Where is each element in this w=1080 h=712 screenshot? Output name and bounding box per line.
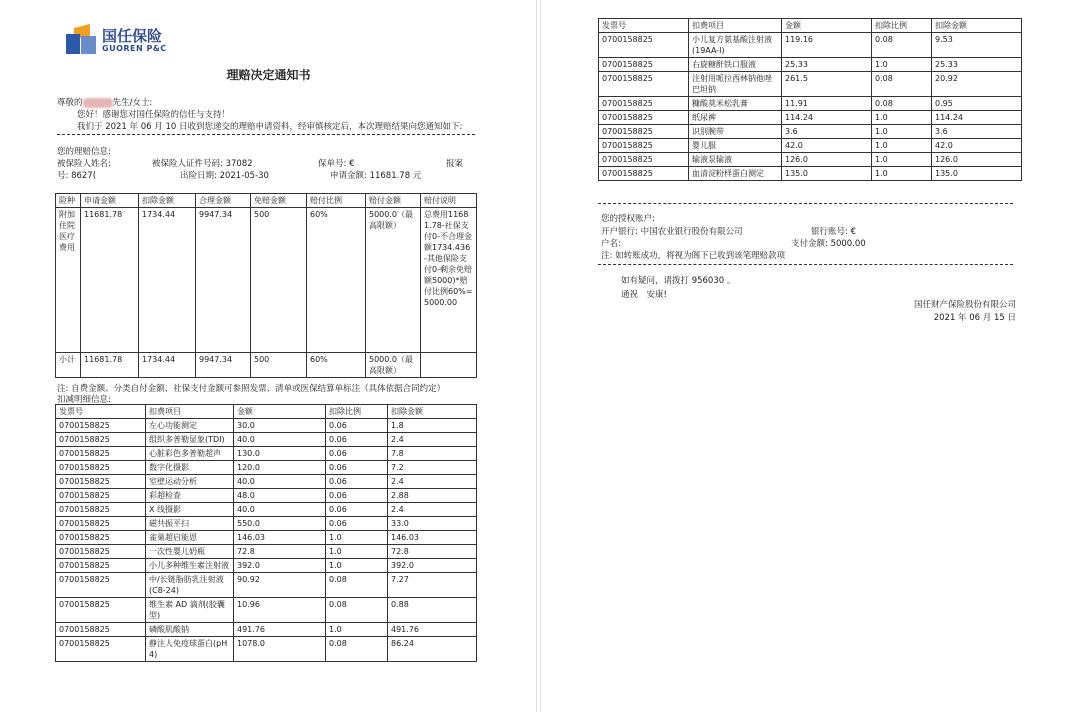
table-cell: 一次性婴儿奶瓶 (146, 545, 234, 559)
signature-date: 2021 年 06 月 15 日 (933, 313, 1016, 323)
table-cell: 扣费项目 (146, 405, 234, 419)
table-cell: 糠酸莫米松乳膏 (689, 97, 782, 111)
table-cell: 血清淀粉样蛋白测定 (689, 167, 782, 181)
table-cell: 心脏彩色多普勒超声 (146, 447, 234, 461)
deduction-detail-table-right (598, 18, 1022, 181)
table-cell: 扣除比例 (872, 19, 932, 33)
table-cell: 1.0 (872, 167, 932, 181)
table-cell: 小儿复方氨基酸注射液(19AA-Ⅰ) (689, 33, 782, 58)
table-header-row (56, 405, 477, 419)
table-cell: 险种 (56, 194, 81, 208)
table-cell: 550.0 (234, 517, 326, 531)
table-row (599, 125, 1022, 139)
table-cell: 扣除金额 (139, 194, 196, 208)
table-cell: 金额 (234, 405, 326, 419)
paid-amount: 支付金额: 5000.00 (791, 239, 866, 249)
table-cell: 1.0 (872, 111, 932, 125)
table-cell: 126.0 (932, 153, 1022, 167)
table-cell: 0700158825 (56, 419, 146, 433)
table-cell: 0700158825 (599, 125, 689, 139)
table-cell: 86.24 (388, 637, 477, 662)
table-cell: 0.08 (872, 72, 932, 97)
table-cell: 0.06 (326, 503, 388, 517)
document-title: 理赔决定通知书 (226, 68, 311, 82)
table-cell: 0700158825 (56, 531, 146, 545)
table-cell: 135.0 (782, 167, 872, 181)
table-row (56, 598, 477, 623)
table-cell: 室壁运动分析 (146, 475, 234, 489)
table-cell: 小儿多种维生素注射液 (146, 559, 234, 573)
table-cell: 261.5 (782, 72, 872, 97)
account-heading: 您的授权账户: (601, 214, 655, 224)
table-cell: 扣费项目 (689, 19, 782, 33)
table-row (56, 489, 477, 503)
table-row (599, 153, 1022, 167)
table-cell: 免赔金额 (251, 194, 307, 208)
table-cell: 0.06 (326, 461, 388, 475)
table-row (599, 111, 1022, 125)
table-cell: 9.53 (932, 33, 1022, 58)
table-cell: 0.08 (872, 97, 932, 111)
table-cell: 0.88 (388, 598, 477, 623)
table-cell: 1734.44 (139, 353, 196, 378)
table-cell: 0700158825 (599, 139, 689, 153)
table-cell: 30.0 (234, 419, 326, 433)
table-cell: 40.0 (234, 475, 326, 489)
table-row (599, 72, 1022, 97)
table-cell: 婴儿服 (689, 139, 782, 153)
table-cell: 60% (307, 353, 366, 378)
table-cell: 扣除金额 (932, 19, 1022, 33)
table-cell: 2.4 (388, 475, 477, 489)
table-cell: 126.0 (782, 153, 872, 167)
table-cell: 1.0 (872, 125, 932, 139)
table-row (56, 461, 477, 475)
divider (57, 134, 475, 135)
report-label: 报案 (446, 159, 464, 169)
table-cell: 392.0 (234, 559, 326, 573)
table-cell: X 线摄影 (146, 503, 234, 517)
table-cell: 纸尿裤 (689, 111, 782, 125)
table-cell: 小计 (56, 353, 81, 378)
table-header-row (599, 19, 1022, 33)
table-cell: 0700158825 (599, 111, 689, 125)
table-row (599, 33, 1022, 58)
table-cell: 0700158825 (56, 461, 146, 475)
divider (598, 203, 1013, 204)
table-cell: 42.0 (932, 139, 1022, 153)
table-cell: 0700158825 (599, 72, 689, 97)
table-row (599, 97, 1022, 111)
table-cell: 11681.78 (81, 353, 139, 378)
table-cell: 0700158825 (56, 545, 146, 559)
table-cell: 合理金额 (196, 194, 251, 208)
table-cell: 120.0 (234, 461, 326, 475)
page-2 (540, 0, 1080, 712)
table-cell: 注射用哌拉西林钠他唑巴坦钠 (689, 72, 782, 97)
table-row (56, 475, 477, 489)
table-cell: 1078.0 (234, 637, 326, 662)
table-cell: 0700158825 (56, 489, 146, 503)
table-cell: 491.76 (234, 623, 326, 637)
table-cell: 7.2 (388, 461, 477, 475)
table-row (56, 503, 477, 517)
table-cell: 雀巢超启能恩 (146, 531, 234, 545)
table-cell: 7.27 (388, 573, 477, 598)
table-cell: 0.06 (326, 475, 388, 489)
table-cell: 磷酸肌酸钠 (146, 623, 234, 637)
table-cell: 赔付金额 (366, 194, 421, 208)
table-cell: 1734.44 (139, 208, 196, 353)
table-cell: 组织多普勒显象(TDI) (146, 433, 234, 447)
table-cell: 9947.34 (196, 208, 251, 353)
table-cell: 3.6 (932, 125, 1022, 139)
table-cell: 1.0 (326, 545, 388, 559)
table-cell: 10.96 (234, 598, 326, 623)
table-row (599, 167, 1022, 181)
table-row (56, 573, 477, 598)
table-cell: 赔付说明 (421, 194, 477, 208)
table-cell: 发票号 (599, 19, 689, 33)
table-cell: 1.0 (326, 531, 388, 545)
table-cell: 392.0 (388, 559, 477, 573)
table-cell: 11681.78 (81, 208, 139, 353)
table-cell: 0.06 (326, 517, 388, 531)
table-cell: 0700158825 (599, 97, 689, 111)
table-cell: 右旋糖酐铁口服液 (689, 58, 782, 72)
deduction-detail-table-left (55, 404, 477, 662)
table-cell: 0.95 (932, 97, 1022, 111)
table-cell: 静注人免疫球蛋白(pH4) (146, 637, 234, 662)
bank-name: 开户银行: 中国农业银行股份有限公司 (601, 227, 743, 237)
table-cell: 扣除金额 (388, 405, 477, 419)
table-cell: 1.0 (326, 623, 388, 637)
table-cell: 0700158825 (56, 447, 146, 461)
table-cell: 0700158825 (599, 167, 689, 181)
table-cell: 1.0 (872, 139, 932, 153)
claim-amount: 申请金额: 11681.78 元 (330, 171, 422, 181)
insured-name-label: 被保险人姓名: (57, 159, 111, 169)
table-cell: 数字化摄影 (146, 461, 234, 475)
table-cell: 0.06 (326, 489, 388, 503)
table-cell (421, 353, 477, 378)
table-cell: 90.92 (234, 573, 326, 598)
table-cell: 0700158825 (56, 475, 146, 489)
greeting-suffix: 先生/女士: (112, 98, 153, 108)
table-cell: 发票号 (56, 405, 146, 419)
table-cell: 赔付比例 (307, 194, 366, 208)
table-row (56, 545, 477, 559)
table-row (56, 419, 477, 433)
table-cell: 维生素 AD 滴剂(胶囊型) (146, 598, 234, 623)
table-row (56, 623, 477, 637)
table-row (56, 208, 477, 353)
table-cell: 500 (251, 208, 307, 353)
table-cell: 0700158825 (56, 559, 146, 573)
table-row (56, 517, 477, 531)
table-cell: 0700158825 (56, 637, 146, 662)
table-cell: 0700158825 (599, 33, 689, 58)
table-cell: 0.08 (326, 573, 388, 598)
table-cell: 1.8 (388, 419, 477, 433)
table-cell: 5000.0（最高限额） (366, 353, 421, 378)
table-cell: 0700158825 (56, 433, 146, 447)
table-cell: 20.92 (932, 72, 1022, 97)
table-cell: 识别腕带 (689, 125, 782, 139)
table-cell: 2.88 (388, 489, 477, 503)
table-cell: 9947.34 (196, 353, 251, 378)
table-cell: 附加住院医疗费用 (56, 208, 81, 353)
table-row (599, 139, 1022, 153)
hotline-text: 如有疑问，请拨打 956030 。 (621, 276, 736, 286)
table-row (56, 433, 477, 447)
table-row (56, 531, 477, 545)
page-1 (0, 0, 537, 712)
table-cell: 114.24 (932, 111, 1022, 125)
table-cell: 33.0 (388, 517, 477, 531)
table-cell: 金额 (782, 19, 872, 33)
table-cell: 11.91 (782, 97, 872, 111)
table-cell: 0.08 (872, 33, 932, 58)
table-cell: 130.0 (234, 447, 326, 461)
table-cell: 114.24 (782, 111, 872, 125)
table-cell: 72.8 (388, 545, 477, 559)
table-cell: 40.0 (234, 503, 326, 517)
accident-date: 出险日期: 2021-05-30 (180, 171, 269, 181)
table-cell: 彩超检查 (146, 489, 234, 503)
table-cell: 0.08 (326, 598, 388, 623)
claim-info-heading: 您的理赔信息: (57, 147, 111, 157)
table-cell: 0700158825 (56, 517, 146, 531)
table-cell: 0.08 (326, 637, 388, 662)
logo-text-en: GUOREN P&C (102, 44, 167, 53)
detail-heading: 扣减明细信息: (57, 395, 111, 405)
closing-wish: 通祝 安康! (621, 290, 667, 300)
company-signature: 国任财产保险股份有限公司 (913, 300, 1016, 310)
table-cell: 48.0 (234, 489, 326, 503)
policy-number: 保单号: € (318, 159, 355, 169)
company-logo (66, 26, 167, 56)
table-row (56, 447, 477, 461)
table-header-row (56, 194, 477, 208)
table-cell: 3.6 (782, 125, 872, 139)
table-cell: 申请金额 (81, 194, 139, 208)
table-cell: 磁共振平扫 (146, 517, 234, 531)
table-cell: 总费用11681.78-社保支付0-不合理金额1734.436-其他保险支付0-剩余免赔额5000)*赔付比例60%=5000.00 (421, 208, 477, 353)
table-cell: 输液泵输液 (689, 153, 782, 167)
table-row (56, 353, 477, 378)
table-cell: 0700158825 (599, 153, 689, 167)
account-holder: 户名: (601, 239, 621, 249)
redacted-name (83, 98, 113, 108)
table-cell: 0700158825 (56, 623, 146, 637)
divider (598, 264, 1013, 265)
table-cell: 135.0 (932, 167, 1022, 181)
greeting-prefix: 尊敬的 (57, 98, 83, 108)
report-number: 号: 8627( (57, 171, 97, 181)
table-cell: 146.03 (388, 531, 477, 545)
table-cell: 119.16 (782, 33, 872, 58)
note-text: 注: 自费金额、分类自付金额、社保支付金额可参照发票、清单或医保结算单标注（具体依据合同约定） (57, 384, 446, 394)
table-cell: 中/长链脂肪乳注射液(C8-24) (146, 573, 234, 598)
table-cell: 0.06 (326, 419, 388, 433)
table-cell: 1.0 (326, 559, 388, 573)
table-cell: 491.76 (388, 623, 477, 637)
table-cell: 5000.0（最高限额） (366, 208, 421, 353)
table-cell: 扣除比例 (326, 405, 388, 419)
table-cell: 1.0 (872, 58, 932, 72)
table-cell: 左心功能测定 (146, 419, 234, 433)
table-cell: 0700158825 (56, 573, 146, 598)
table-cell: 2.4 (388, 503, 477, 517)
table-row (56, 637, 477, 662)
table-cell: 146.03 (234, 531, 326, 545)
table-cell: 500 (251, 353, 307, 378)
logo-cube-icon (66, 26, 98, 56)
table-cell: 0.06 (326, 447, 388, 461)
table-cell: 0700158825 (599, 58, 689, 72)
claim-summary-table (55, 193, 477, 378)
greeting-text-1: 您好！感谢您对国任保险的信任与支持！ (77, 110, 231, 120)
table-row (56, 559, 477, 573)
table-cell: 72.8 (234, 545, 326, 559)
table-cell: 25.33 (932, 58, 1022, 72)
account-note: 注: 如转账成功，将视为阁下已收到该笔理赔款项 (601, 251, 786, 261)
table-cell: 60% (307, 208, 366, 353)
logo-text-cn: 国任保险 (102, 27, 163, 45)
table-cell: 0.06 (326, 433, 388, 447)
table-row (599, 58, 1022, 72)
table-cell: 0700158825 (56, 598, 146, 623)
greeting-text-2: 我们于 2021 年 06 月 10 日收到您递交的理赔申请资料，经审慎核定后，本次理赔结果向您通知如下: (77, 122, 463, 132)
table-cell: 2.4 (388, 433, 477, 447)
table-cell: 25.33 (782, 58, 872, 72)
insured-id: 被保险人证件号码: 37082 (152, 159, 253, 169)
account-number: 银行账号: € (811, 227, 856, 237)
table-cell: 42.0 (782, 139, 872, 153)
greeting-line (57, 96, 152, 108)
table-cell: 7.8 (388, 447, 477, 461)
table-cell: 40.0 (234, 433, 326, 447)
table-cell: 1.0 (872, 153, 932, 167)
table-cell: 0700158825 (56, 503, 146, 517)
